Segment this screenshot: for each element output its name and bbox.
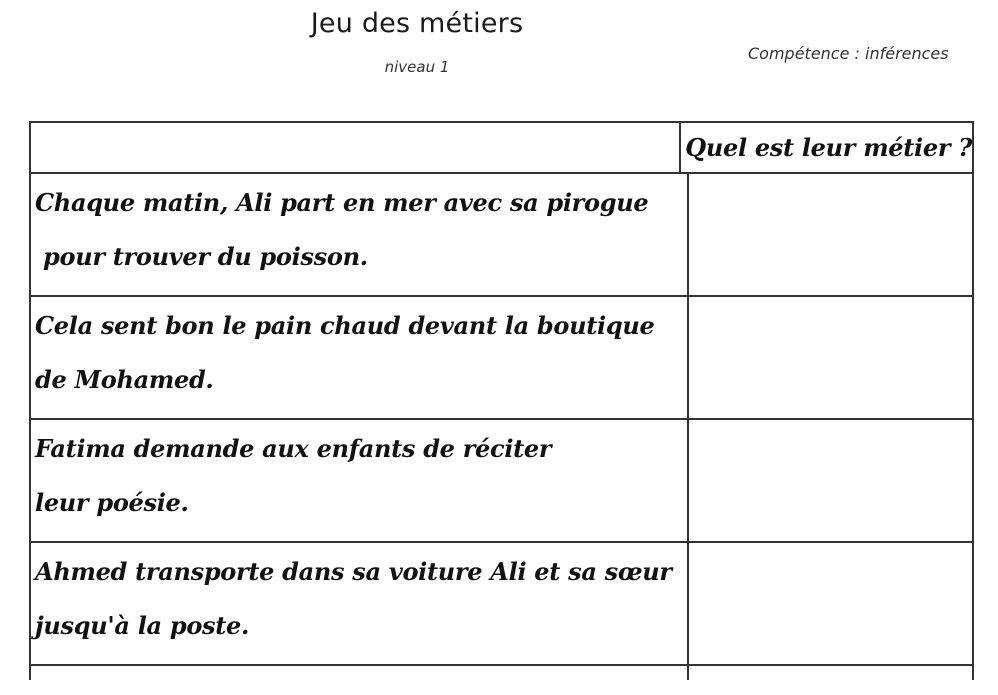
sentence-line: Cela sent bon le pain chaud devant la boutique [35,311,655,340]
competence-label: Compétence : inférences [748,44,949,63]
sentence-cell [31,666,689,680]
sentence-cell [31,174,689,295]
sentence-cell [31,543,689,664]
table-row [31,420,972,543]
sentence-cell [31,297,689,418]
answer-cell[interactable] [689,420,972,541]
sentence-line: de Mohamed. [35,365,214,394]
table-row-cutoff [31,666,972,680]
sentence-line: Fatima demande aux enfants de réciter [35,434,552,463]
worksheet-level: niveau 1 [384,58,450,76]
header-empty-cell [31,123,681,172]
answer-cell [689,666,972,680]
table-row [31,174,972,297]
sentence-line: Chaque matin, Ali part en mer avec sa pirogue [35,188,649,217]
answer-cell[interactable] [689,297,972,418]
answer-cell[interactable] [689,174,972,295]
sentence-line: Ahmed transporte dans sa voiture Ali et sa sœur [35,557,672,586]
table-header-row [31,123,972,174]
sentence-line: leur poésie. [35,488,189,517]
answer-cell[interactable] [689,543,972,664]
table-row [31,543,972,666]
jobs-table [29,121,974,680]
sentence-line: jusqu'à la poste. [35,611,250,640]
column-header-job: Quel est leur métier ? [685,133,972,162]
worksheet-title: Jeu des métiers [310,8,524,39]
sentence-line: pour trouver du poisson. [43,242,368,271]
table-row [31,297,972,420]
sentence-cell [31,420,689,541]
